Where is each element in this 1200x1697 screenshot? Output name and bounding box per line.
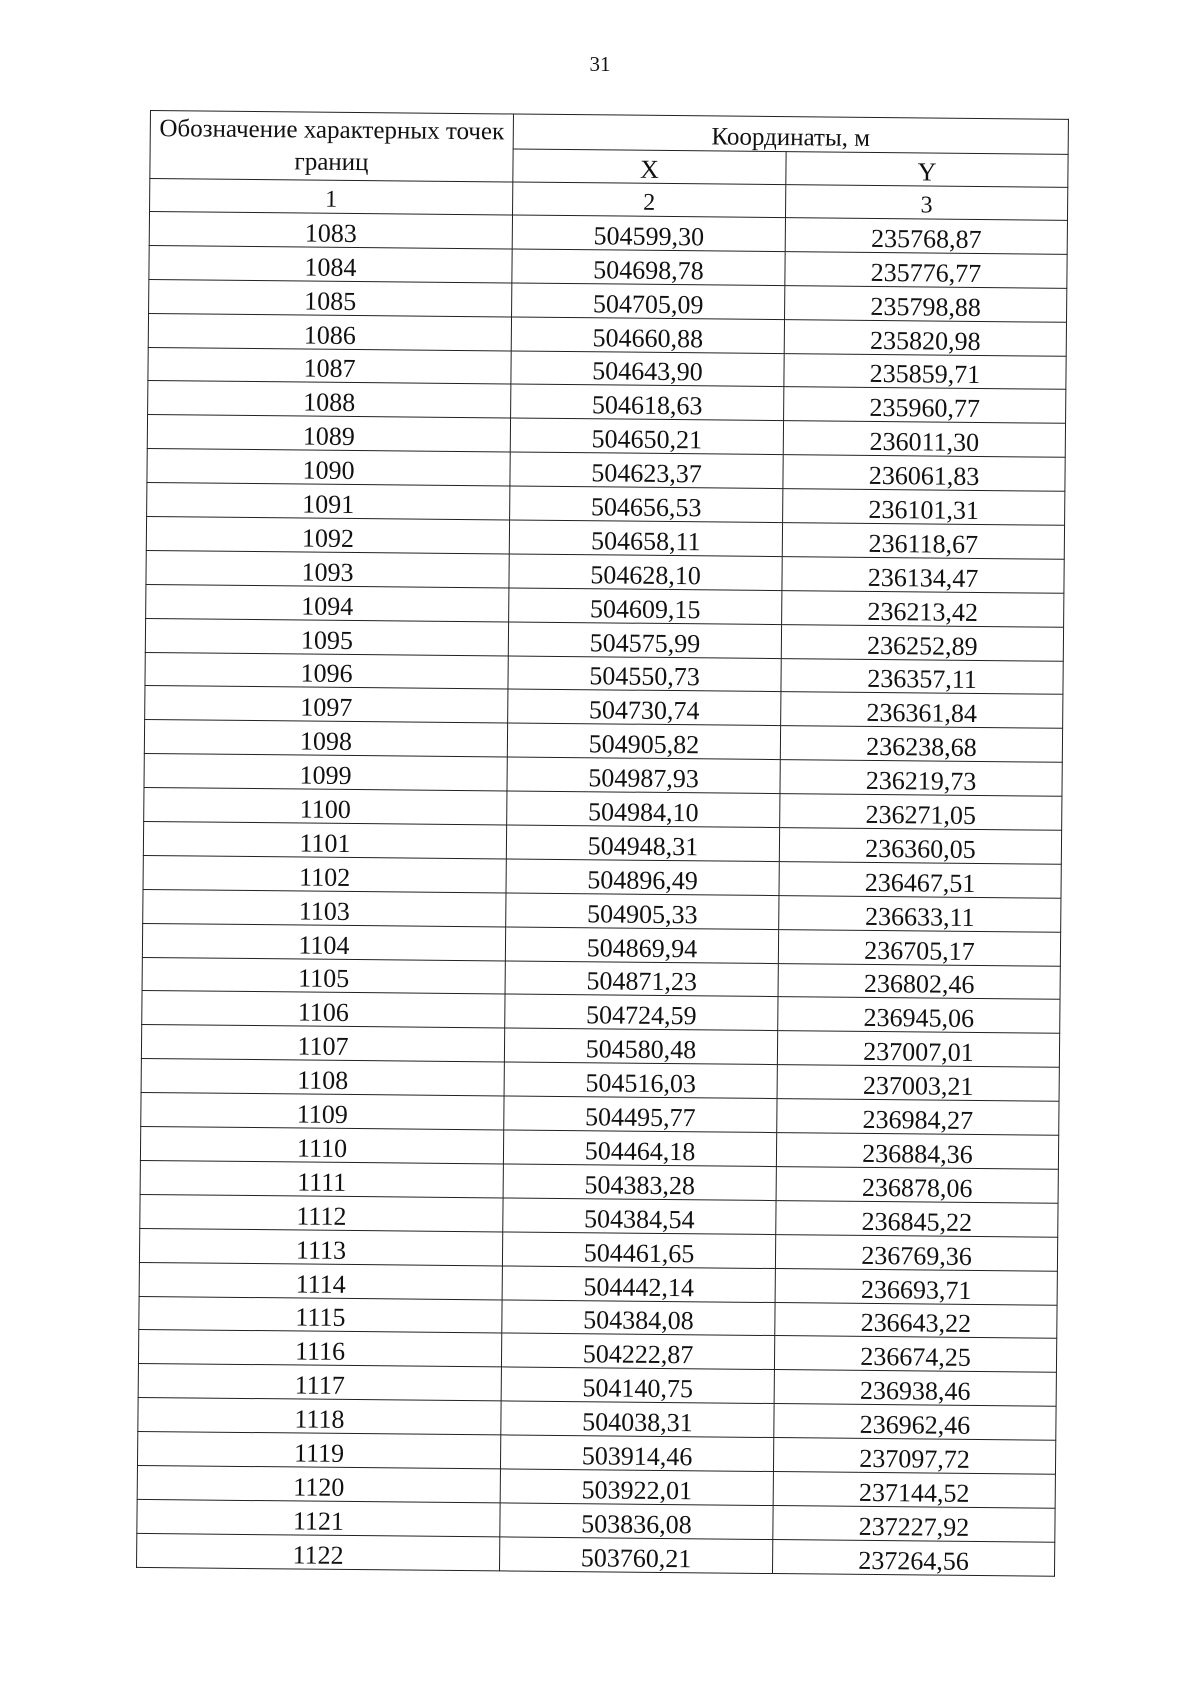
y-coordinate-cell: 237144,52	[773, 1472, 1055, 1509]
x-coordinate-cell: 504618,63	[511, 384, 784, 421]
point-id-cell: 1110	[140, 1127, 503, 1164]
y-coordinate-cell: 236962,46	[774, 1404, 1056, 1441]
y-coordinate-cell: 236467,51	[779, 861, 1061, 898]
x-coordinate-cell: 504599,30	[512, 215, 785, 252]
x-coordinate-cell: 504660,88	[511, 317, 784, 354]
point-id-cell: 1085	[149, 279, 512, 316]
point-id-cell: 1093	[146, 550, 509, 587]
y-coordinate-cell: 237003,21	[777, 1065, 1059, 1102]
x-coordinate-cell: 503760,21	[499, 1537, 772, 1574]
x-coordinate-cell: 504516,03	[504, 1062, 777, 1099]
coordinates-table	[136, 110, 1069, 1576]
y-coordinate-cell: 236693,71	[775, 1268, 1057, 1305]
y-coordinate-cell: 236938,46	[774, 1370, 1056, 1407]
x-coordinate-cell: 504442,14	[502, 1266, 775, 1303]
point-id-cell: 1116	[138, 1330, 501, 1367]
y-coordinate-cell: 236238,68	[780, 726, 1062, 763]
y-coordinate-cell: 236011,30	[783, 421, 1065, 458]
point-id-cell: 1091	[147, 483, 510, 520]
point-id-cell: 1104	[142, 923, 505, 960]
x-coordinate-cell: 503914,46	[500, 1435, 773, 1472]
column-number-2: 2	[513, 182, 786, 218]
y-coordinate-cell: 235960,77	[784, 387, 1066, 424]
y-coordinate-cell: 236845,22	[776, 1200, 1058, 1237]
point-id-cell: 1083	[149, 212, 512, 249]
point-id-cell: 1096	[145, 652, 508, 689]
point-id-cell: 1103	[143, 889, 506, 926]
point-id-cell: 1095	[145, 618, 508, 655]
point-id-cell: 1113	[139, 1228, 502, 1265]
point-designation-header: Обозначение характерных точек границ	[150, 111, 514, 182]
point-id-cell: 1089	[147, 415, 510, 452]
point-id-cell: 1120	[137, 1465, 500, 1502]
x-coordinate-cell: 504905,82	[507, 723, 780, 760]
page-number: 31	[589, 52, 611, 76]
x-coordinate-cell: 504984,10	[507, 791, 780, 828]
y-coordinate-cell: 236213,42	[782, 590, 1064, 627]
x-coordinate-cell: 504724,59	[505, 994, 778, 1031]
x-coordinate-cell: 504628,10	[509, 554, 782, 591]
y-coordinate-cell: 236633,11	[779, 895, 1061, 932]
y-coordinate-cell: 235798,88	[785, 285, 1067, 322]
point-id-cell: 1118	[138, 1398, 501, 1435]
y-coordinate-cell: 236984,27	[777, 1099, 1059, 1136]
point-id-cell: 1094	[146, 584, 509, 621]
point-id-cell: 1111	[140, 1160, 503, 1197]
point-id-cell: 1084	[149, 245, 512, 282]
point-id-cell: 1117	[138, 1364, 501, 1401]
point-id-cell: 1092	[146, 517, 509, 554]
y-coordinate-cell: 237227,92	[773, 1505, 1055, 1542]
x-coordinate-cell: 504650,21	[510, 418, 783, 455]
x-coordinate-cell: 504575,99	[508, 622, 781, 659]
column-number-1: 1	[150, 179, 513, 215]
point-id-cell: 1112	[140, 1194, 503, 1231]
x-coordinate-cell: 504623,37	[510, 452, 783, 489]
x-coordinate-cell: 504384,08	[502, 1299, 775, 1336]
y-coordinate-cell: 236361,84	[781, 692, 1063, 729]
x-coordinate-cell: 504140,75	[501, 1367, 774, 1404]
x-coordinate-cell: 504384,54	[503, 1198, 776, 1235]
point-id-cell: 1108	[141, 1059, 504, 1096]
x-coordinate-cell: 504383,28	[503, 1164, 776, 1201]
x-coordinate-cell: 504643,90	[511, 351, 784, 388]
x-coordinate-cell: 504656,53	[510, 486, 783, 523]
y-coordinate-cell: 235776,77	[785, 251, 1067, 288]
x-coordinate-cell: 504987,93	[507, 757, 780, 794]
y-coordinate-cell: 236134,47	[782, 556, 1064, 593]
point-id-cell: 1115	[139, 1296, 502, 1333]
table-header	[150, 111, 1069, 221]
point-id-cell: 1099	[144, 754, 507, 791]
y-coordinate-cell: 235820,98	[784, 319, 1066, 356]
coordinates-table-container	[136, 110, 1069, 1576]
point-id-cell: 1088	[148, 381, 511, 418]
y-coordinate-cell: 236878,06	[776, 1166, 1058, 1203]
y-coordinate-cell: 236769,36	[775, 1234, 1057, 1271]
y-axis-header: Y	[786, 152, 1068, 188]
x-coordinate-cell: 503836,08	[500, 1503, 773, 1540]
point-id-cell: 1106	[142, 991, 505, 1028]
y-coordinate-cell: 237097,72	[773, 1438, 1055, 1475]
x-coordinate-cell: 504495,77	[504, 1096, 777, 1133]
point-id-cell: 1087	[148, 347, 511, 384]
x-coordinate-cell: 504730,74	[508, 689, 781, 726]
point-id-cell: 1101	[143, 822, 506, 859]
y-coordinate-cell: 236252,89	[781, 624, 1063, 661]
x-coordinate-cell: 504896,49	[506, 859, 779, 896]
y-coordinate-cell: 237007,01	[777, 1031, 1059, 1068]
point-id-cell: 1114	[139, 1262, 502, 1299]
x-coordinate-cell: 504869,94	[505, 927, 778, 964]
x-coordinate-cell: 503922,01	[500, 1469, 773, 1506]
x-axis-header: X	[513, 149, 786, 185]
x-coordinate-cell: 504580,48	[504, 1028, 777, 1065]
x-coordinate-cell: 504550,73	[508, 656, 781, 693]
y-coordinate-cell: 236101,31	[783, 489, 1065, 526]
x-coordinate-cell: 504705,09	[512, 283, 785, 320]
y-coordinate-cell: 235859,71	[784, 353, 1066, 390]
y-coordinate-cell: 236945,06	[778, 997, 1060, 1034]
point-id-cell: 1105	[142, 957, 505, 994]
y-coordinate-cell: 236884,36	[776, 1133, 1058, 1170]
y-coordinate-cell: 236357,11	[781, 658, 1063, 695]
x-coordinate-cell: 504658,11	[509, 520, 782, 557]
point-id-cell: 1098	[144, 720, 507, 757]
y-coordinate-cell: 236061,83	[783, 455, 1065, 492]
point-id-cell: 1122	[137, 1533, 500, 1570]
point-id-cell: 1109	[141, 1093, 504, 1130]
y-coordinate-cell: 236271,05	[780, 794, 1062, 831]
x-coordinate-cell: 504905,33	[506, 893, 779, 930]
point-id-cell: 1107	[141, 1025, 504, 1062]
y-coordinate-cell: 236219,73	[780, 760, 1062, 797]
coordinates-header: Координаты, м	[513, 114, 1068, 154]
y-coordinate-cell: 236643,22	[775, 1302, 1057, 1339]
point-id-cell: 1097	[145, 686, 508, 723]
x-coordinate-cell: 504464,18	[503, 1130, 776, 1167]
x-coordinate-cell: 504871,23	[505, 961, 778, 998]
column-number-3: 3	[785, 185, 1067, 221]
x-coordinate-cell: 504948,31	[506, 825, 779, 862]
y-coordinate-cell: 237264,56	[772, 1539, 1054, 1576]
y-coordinate-cell: 236802,46	[778, 963, 1060, 1000]
y-coordinate-cell: 235768,87	[785, 218, 1067, 255]
x-coordinate-cell: 504038,31	[501, 1401, 774, 1438]
y-coordinate-cell: 236674,25	[774, 1336, 1056, 1373]
point-id-cell: 1121	[137, 1499, 500, 1536]
y-coordinate-cell: 236705,17	[778, 929, 1060, 966]
point-id-cell: 1102	[143, 855, 506, 892]
x-coordinate-cell: 504609,15	[509, 588, 782, 625]
point-id-cell: 1090	[147, 449, 510, 486]
x-coordinate-cell: 504222,87	[501, 1333, 774, 1370]
x-coordinate-cell: 504461,65	[502, 1232, 775, 1269]
point-id-cell: 1086	[148, 313, 511, 350]
x-coordinate-cell: 504698,78	[512, 249, 785, 286]
table-body	[137, 212, 1068, 1576]
y-coordinate-cell: 236118,67	[782, 523, 1064, 560]
point-id-cell: 1119	[137, 1432, 500, 1469]
y-coordinate-cell: 236360,05	[779, 828, 1061, 865]
point-id-cell: 1100	[144, 788, 507, 825]
